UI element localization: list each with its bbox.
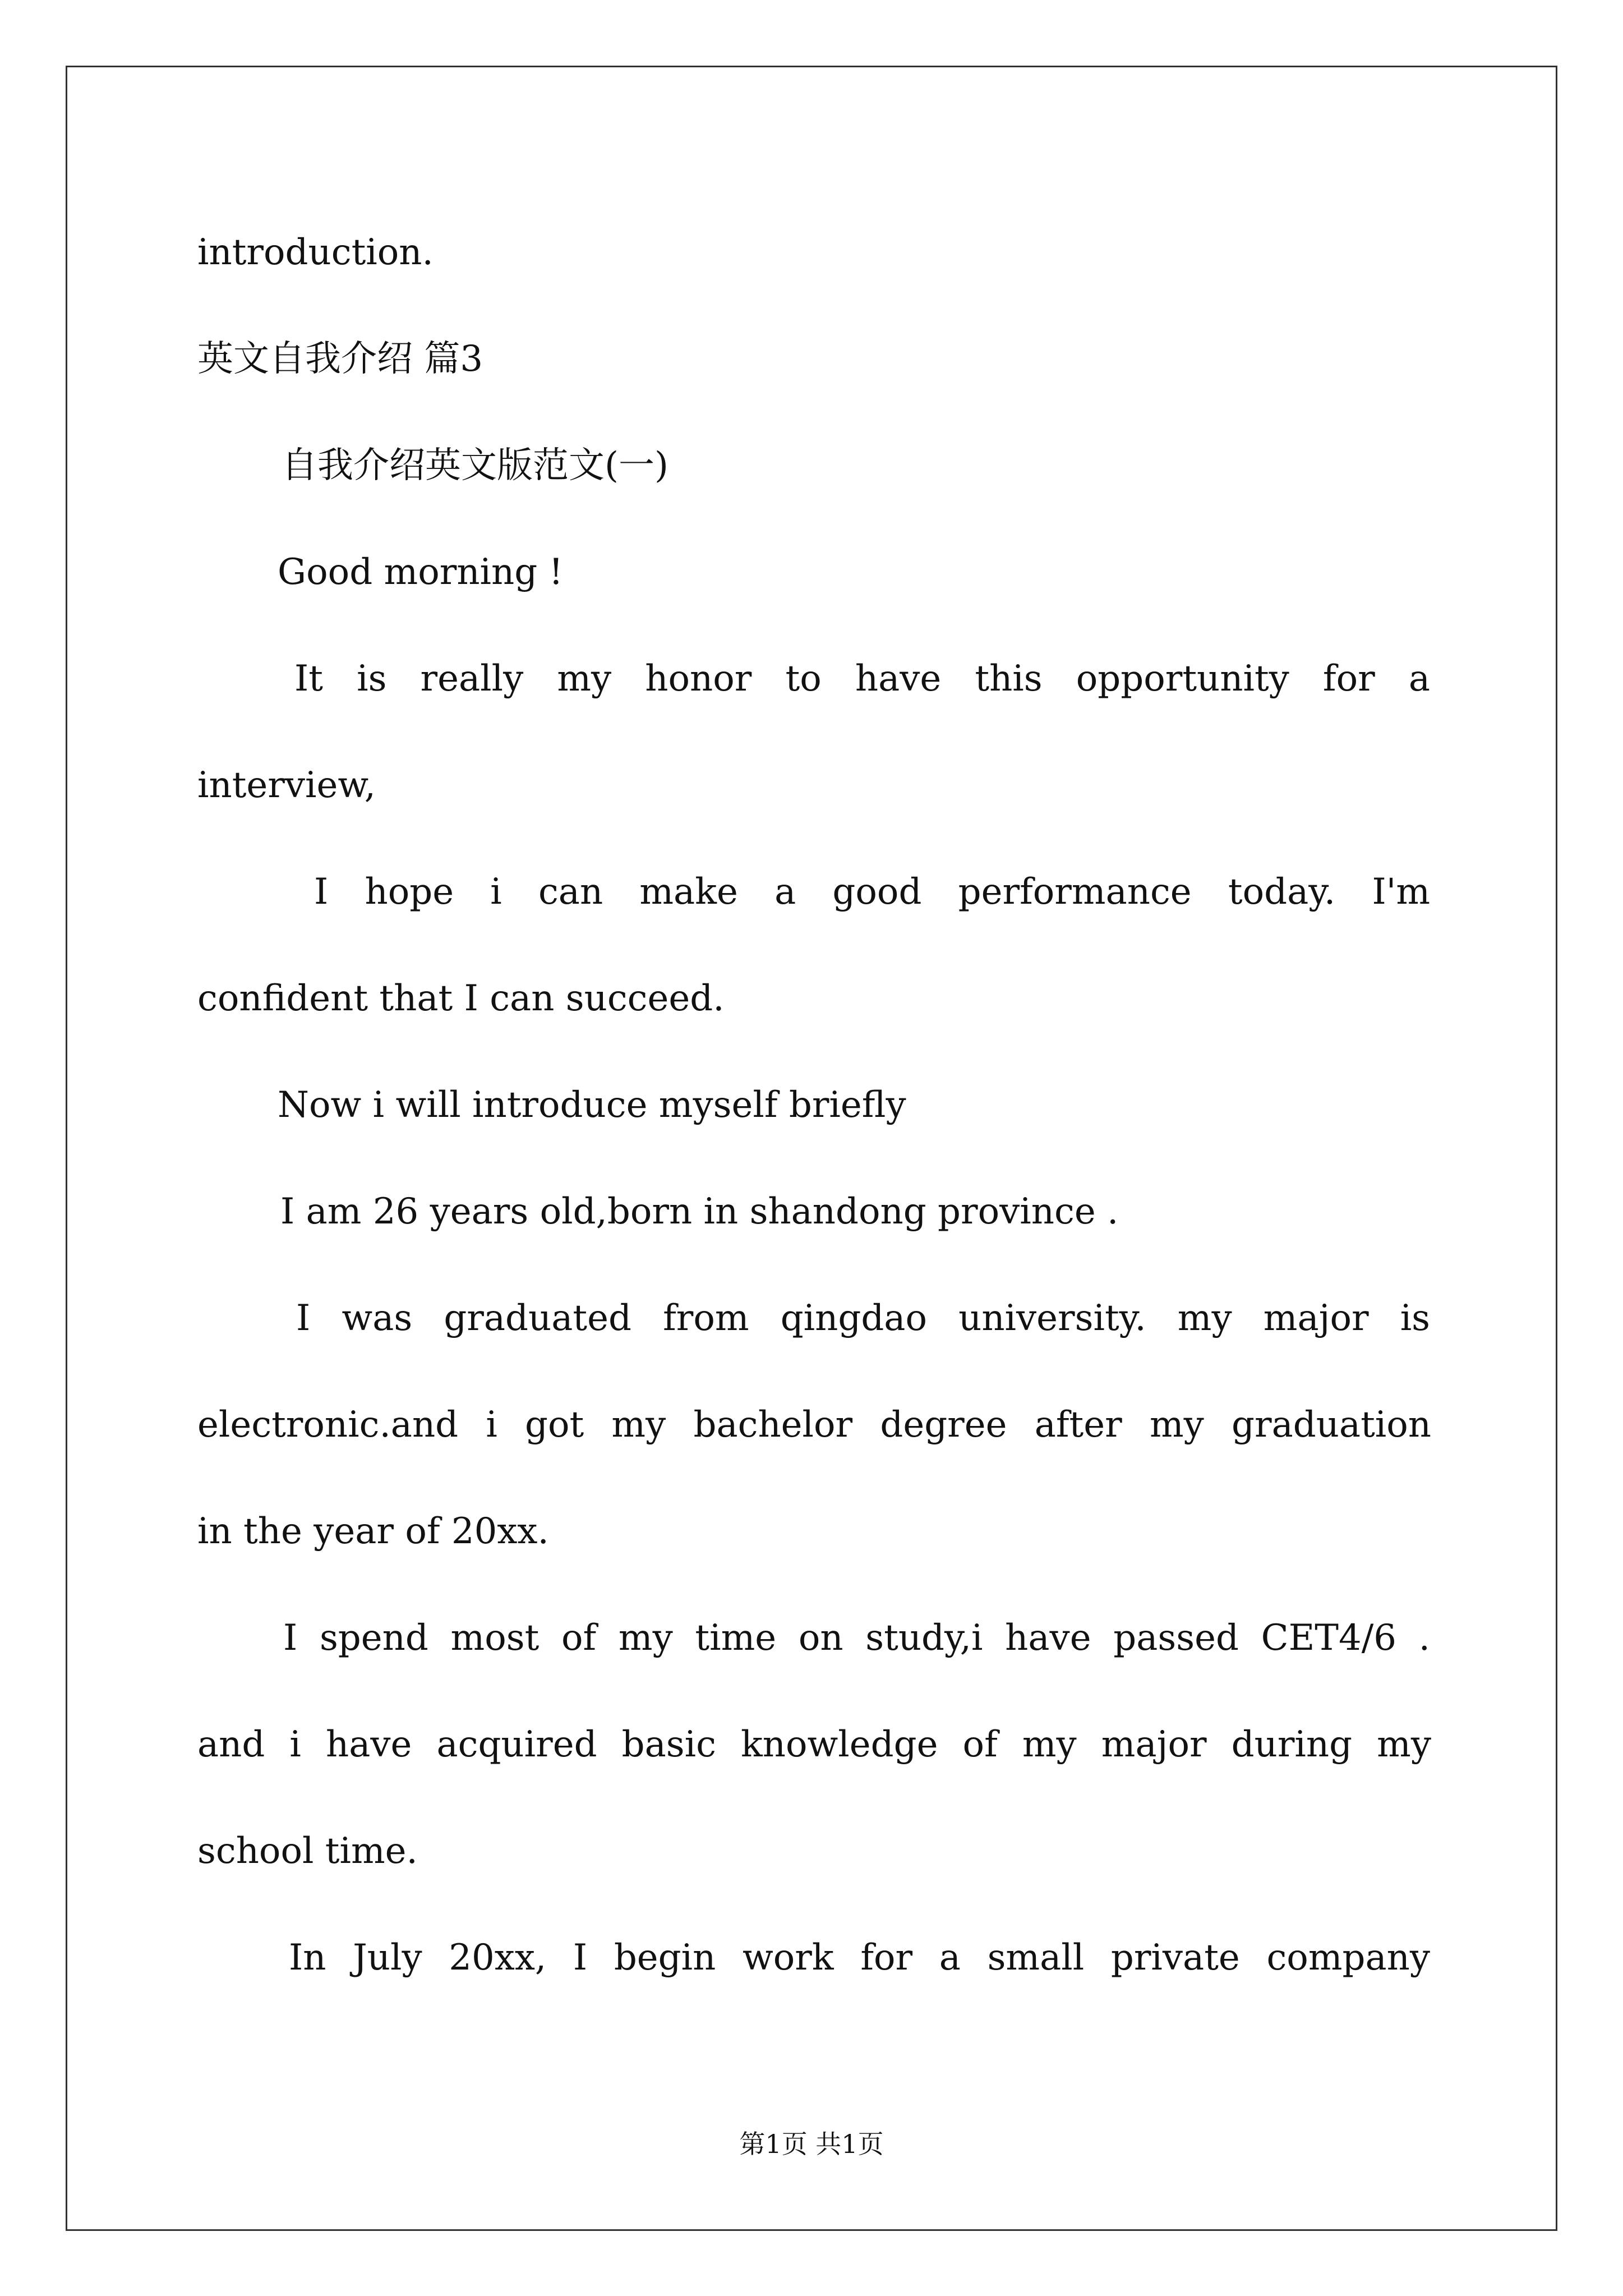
subheading: 自我介绍英文版范文(一) xyxy=(282,445,668,486)
page-footer: 第1页 共1页 xyxy=(739,2129,884,2159)
text-line: In July 20xx, I begin work for a small private company xyxy=(289,1937,1430,1978)
text-line: school time. xyxy=(197,1830,418,1872)
text-line: and i have acquired basic knowledge of my major during my xyxy=(197,1724,1431,1765)
text-line: confident that I can succeed. xyxy=(197,978,725,1019)
text-line: Good morning ! xyxy=(278,551,564,593)
section-heading: 英文自我介绍 篇3 xyxy=(197,338,483,380)
text-line: I hope i can make a good performance today. I'm xyxy=(314,871,1430,913)
text-line: I am 26 years old,born in shandong province . xyxy=(280,1191,1119,1232)
page-frame xyxy=(66,66,1557,2231)
text-line: interview, xyxy=(197,765,376,806)
text-line: It is really my honor to have this opportunity for a xyxy=(294,658,1430,700)
text-line: introduction. xyxy=(197,232,434,273)
text-line: electronic.and i got my bachelor degree after my graduation xyxy=(197,1404,1431,1446)
text-line: in the year of 20xx. xyxy=(197,1511,549,1552)
text-line: Now i will introduce myself briefly xyxy=(278,1084,906,1126)
text-line: I spend most of my time on study,i have passed CET4/6 . xyxy=(283,1617,1430,1659)
text-line: I was graduated from qingdao university. my major is xyxy=(296,1297,1430,1339)
